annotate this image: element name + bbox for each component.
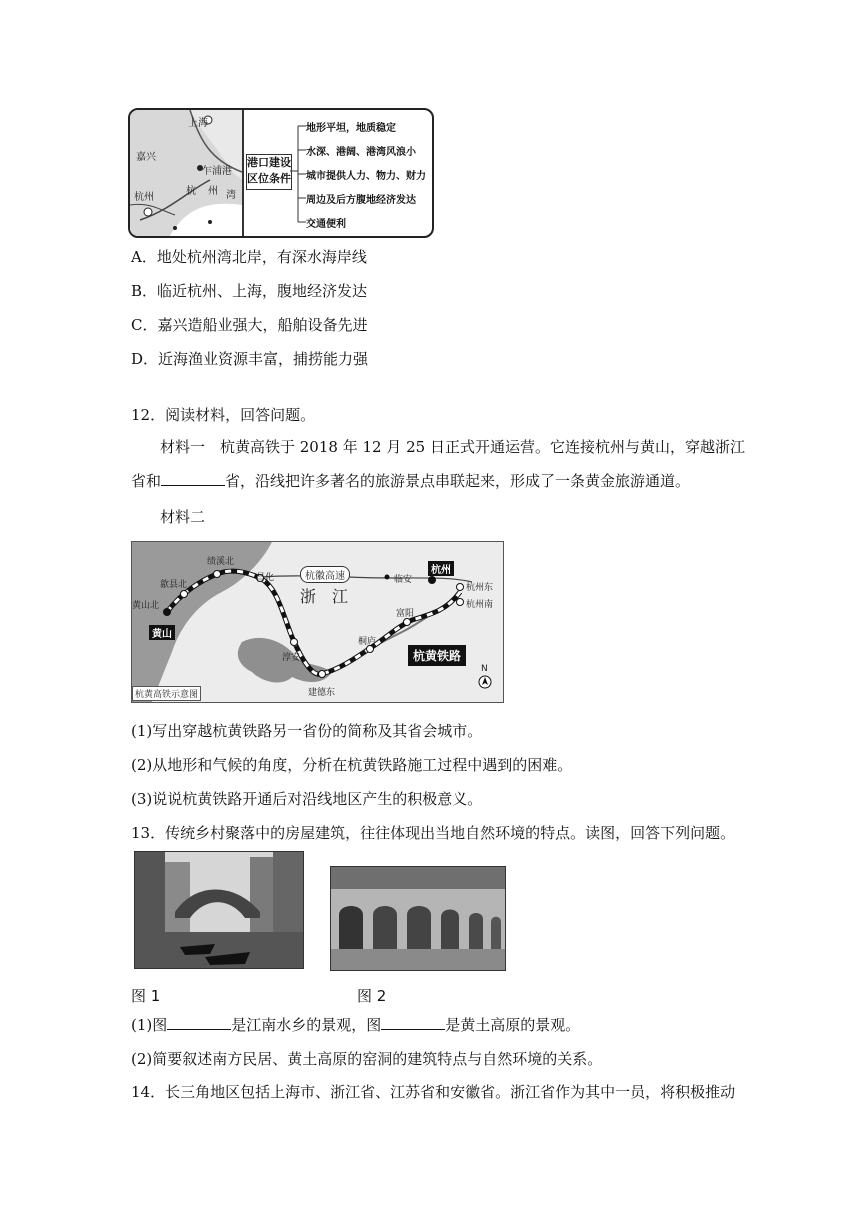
north-label: N [481,664,488,674]
option-a: A．地处杭州湾北岸，有深水海岸线 [131,248,367,266]
q12-question-2: (2)从地形和气候的角度，分析在杭黄铁路施工过程中遇到的困难。 [131,756,573,774]
map-label-bay-1: 杭 [186,186,196,197]
condition-item: 水深、港阔、港湾风浪小 [306,147,416,158]
fill-blank[interactable] [167,1015,231,1030]
port-location-diagram [128,108,434,238]
station-changhua: 昌化 [256,573,275,583]
q13-q1-part-b: 是江南水乡的景观，图 [231,1016,382,1034]
station-huangshan: 黄山 [149,625,175,640]
q12-title: 12．阅读材料，回答问题。 [131,406,316,424]
q12-question-3: (3)说说杭黄铁路开通后对沿线地区产生的积极意义。 [131,790,483,808]
station-jixi-north: 绩溪北 [207,557,235,567]
figure-1-label: 图 1 [131,987,161,1005]
q12-material2-label: 材料二 [160,508,206,526]
option-d: D．近海渔业资源丰富，捕捞能力强 [131,350,369,368]
station-hangzhou: 杭州 [428,561,454,576]
condition-item: 城市提供人力、物力、财力 [306,171,426,182]
diagram-divider [242,110,244,236]
option-b: B．临近杭州、上海，腹地经济发达 [131,282,368,300]
cave-photo-shapes [331,867,505,970]
station-huangshan-north: 黄山北 [132,601,160,611]
map-label-jiaxing: 嘉兴 [136,152,156,163]
q14-line-1: 14．长三角地区包括上海市、浙江省、江苏省和安徽省。浙江省作为其中一员，将积极推动 [131,1083,736,1101]
map-label-zhapu: 乍浦港 [202,166,232,177]
map-label-shanghai: 上海 [188,118,208,129]
center-label-line2: 区位条件 [247,172,291,185]
photo-cave-dwelling [330,866,506,971]
highway-label: 杭徽高速 [300,566,350,583]
station-hangzhou-south: 杭州南 [466,600,494,610]
material1-pre: 省和 [131,472,162,490]
port-conditions-title [246,154,292,190]
photo-canal-town [134,851,304,969]
fill-blank[interactable] [161,471,225,486]
map-label-bay-3: 湾 [226,190,236,201]
q13-q1-part-a: (1)图 [131,1016,168,1034]
q12-question-1: (1)写出穿越杭黄铁路另一省份的简称及其省会城市。 [131,722,483,740]
map-caption: 杭黄高铁示意图 [132,686,201,701]
center-label-line1: 港口建设 [247,156,291,169]
station-shexian-north: 歙县北 [160,580,188,590]
station-chunan: 淳安 [282,653,301,663]
material1-post: 省，沿线把许多著名的旅游景点串联起来，形成了一条黄金旅游通道。 [225,472,691,490]
map-label-bay-2: 州 [208,186,218,197]
province-label: 浙 江 [300,587,349,606]
station-fuyang: 富阳 [396,609,415,619]
map-label-hangzhou: 杭州 [134,192,154,203]
q12-material1-line1: 材料一 杭黄高铁于 2018 年 12 月 25 日正式开通运营。它连接杭州与黄山，穿越浙江 [160,438,745,456]
option-c: C．嘉兴造船业强大，船舶设备先进 [131,316,368,334]
condition-item: 地形平坦，地质稳定 [306,123,396,134]
q13-question-1 [131,1015,580,1035]
railway-map [131,541,504,703]
condition-item: 交通便利 [306,219,346,230]
hangzhou-bay-map [130,110,242,236]
q12-material1-line2 [131,471,690,491]
figure-2-label: 图 2 [357,987,387,1005]
q13-title: 13．传统乡村聚落中的房屋建筑，往往体现出当地自然环境的特点。读图，回答下列问题。 [131,824,736,842]
station-linan: 临安 [394,575,413,585]
railway-label: 杭黄铁路 [408,645,466,666]
q13-q1-part-c: 是黄土高原的景观。 [445,1016,581,1034]
canal-photo-shapes [135,852,303,968]
station-tonglu: 桐庐 [358,637,377,647]
condition-item: 周边及后方腹地经济发达 [306,195,416,206]
station-hangzhou-east: 杭州东 [466,583,494,593]
q13-question-2: (2)简要叙述南方民居、黄土高原的窑洞的建筑特点与自然环境的关系。 [131,1050,603,1068]
station-jiande-east: 建德东 [308,688,336,698]
fill-blank[interactable] [381,1015,445,1030]
